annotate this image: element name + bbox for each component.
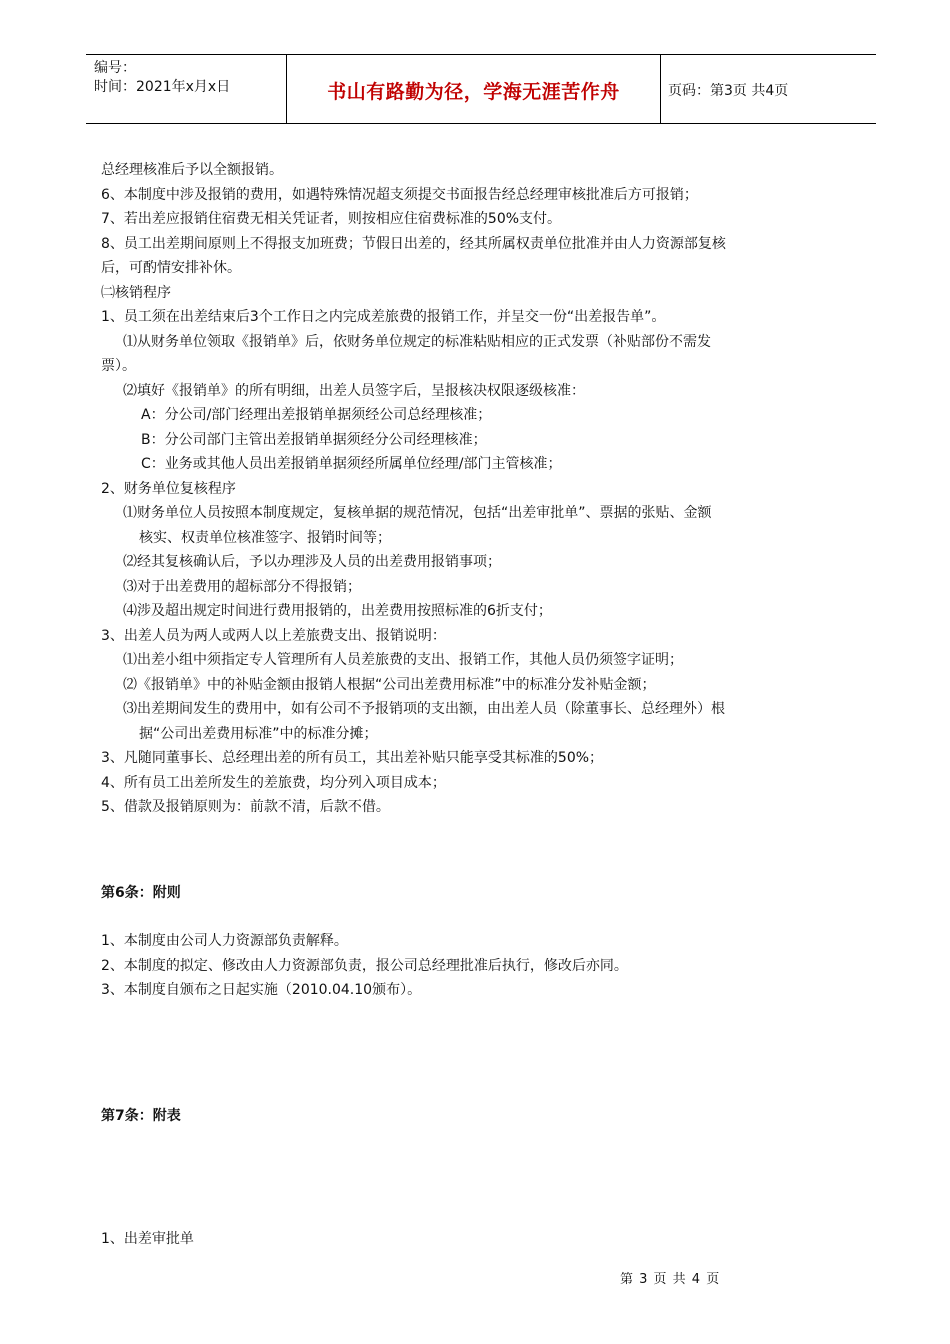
- paragraph-line: 核实、权责单位核准签字、报销时间等；: [139, 529, 391, 546]
- paragraph-line: ⑵《报销单》中的补贴金额由报销人根据“公司出差费用标准”中的标准分发补贴金额；: [123, 676, 656, 693]
- article-heading: 第6条：附则: [101, 885, 181, 901]
- header-motto: 书山有路勤为径，学海无涯苦作舟: [327, 81, 620, 103]
- header-divider: [660, 55, 661, 123]
- paragraph-line: 6、本制度中涉及报销的费用，如遇特殊情况超支须提交书面报告经总经理审核批准后方可报销；: [101, 186, 698, 203]
- header-meta: [94, 59, 286, 97]
- article-heading: 第7条：附表: [101, 1108, 181, 1124]
- paragraph-line: 7、若出差应报销住宿费无相关凭证者，则按相应住宿费标准的50%支付。: [101, 211, 562, 227]
- paragraph-line: 1、员工须在出差结束后3个工作日之内完成差旅费的报销工作，并呈交一份“出差报告单”。: [101, 309, 666, 325]
- footer-page-number: 第 3 页 共 4 页: [620, 1272, 721, 1287]
- header-page-number: 页码：第3页 共4页: [668, 83, 789, 99]
- paragraph-line: ⑶出差期间发生的费用中，如有公司不予报销项的支出额，由出差人员（除董事长、总经理外）根: [123, 701, 725, 717]
- page-header: [86, 54, 876, 124]
- document-number-label: 编号：: [94, 60, 136, 76]
- document-date: 时间：2021年x月x日: [94, 79, 231, 95]
- paragraph-line: B：分公司部门主管出差报销单据须经分公司经理核准；: [141, 431, 487, 448]
- paragraph-line: ⑷涉及超出规定时间进行费用报销的，出差费用按照标准的6折支付；: [123, 603, 552, 619]
- article-body: [101, 1227, 871, 1252]
- paragraph-line: ⑵经其复核确认后，予以办理涉及人员的出差费用报销事项；: [123, 554, 501, 570]
- paragraph-line: C：业务或其他人员出差报销单据须经所属单位经理/部门主管核准；: [141, 456, 562, 472]
- paragraph-line: ⑴从财务单位领取《报销单》后，依财务单位规定的标准粘贴相应的正式发票（补贴部份不需发: [123, 333, 711, 350]
- paragraph-line: 1、本制度由公司人力资源部负责解释。: [101, 933, 348, 949]
- paragraph-line: 票）。: [101, 358, 136, 374]
- article-body: [101, 929, 871, 1003]
- paragraph-line: ⑴出差小组中须指定专人管理所有人员差旅费的支出、报销工作，其他人员仍须签字证明；: [123, 652, 683, 668]
- paragraph-line: 总经理核准后予以全额报销。: [101, 162, 283, 178]
- paragraph-line: 2、本制度的拟定、修改由人力资源部负责，报公司总经理批准后执行，修改后亦同。: [101, 957, 628, 974]
- paragraph-line: 3、出差人员为两人或两人以上差旅费支出、报销说明：: [101, 627, 446, 644]
- paragraph-line: 3、凡随同董事长、总经理出差的所有员工，其出差补贴只能享受其标准的50%；: [101, 750, 604, 766]
- paragraph-line: 8、员工出差期间原则上不得报支加班费；节假日出差的，经其所属权责单位批准并由人力资源部复核: [101, 235, 726, 252]
- paragraph-line: ⑶对于出差费用的超标部分不得报销；: [123, 578, 361, 595]
- paragraph-line: ⑵填好《报销单》的所有明细，出差人员签字后，呈报核决权限逐级核准：: [123, 382, 585, 399]
- paragraph-line: 5、借款及报销原则为：前款不清，后款不借。: [101, 799, 390, 815]
- paragraph-line: ⑴财务单位人员按照本制度规定，复核单据的规范情况，包括“出差审批单”、票据的张贴、金额: [123, 505, 712, 521]
- paragraph-line: A：分公司/部门经理出差报销单据须经公司总经理核准；: [141, 407, 492, 423]
- paragraph-line: 2、财务单位复核程序: [101, 480, 236, 497]
- subsection-title: ㈡核销程序: [101, 284, 171, 301]
- paragraph-line: 据“公司出差费用标准”中的标准分摊；: [139, 725, 378, 742]
- paragraph-line: 3、本制度自颁布之日起实施（2010.04.10颁布）。: [101, 982, 422, 998]
- paragraph-line: 后，可酌情安排补休。: [101, 260, 241, 276]
- paragraph-line: 4、所有员工出差所发生的差旅费，均分列入项目成本；: [101, 774, 446, 791]
- section-body: [101, 158, 871, 820]
- paragraph-line: 1、出差审批单: [101, 1231, 194, 1247]
